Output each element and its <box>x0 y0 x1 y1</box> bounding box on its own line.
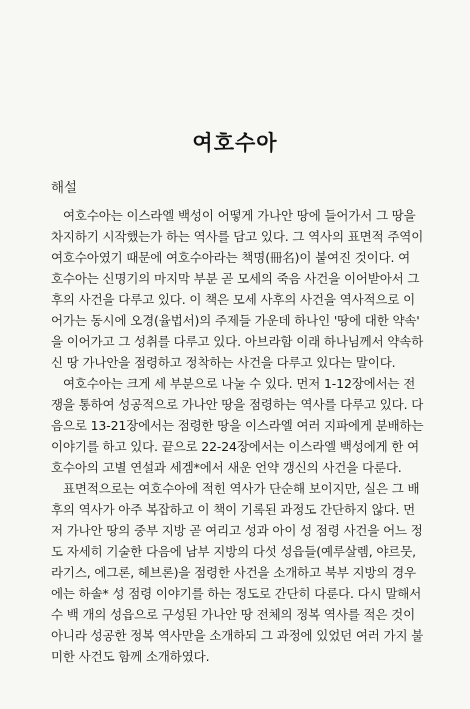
text-line: 아니라 성공한 정복 역사만을 소개하되 그 과정에 있었던 여러 가지 불 <box>51 628 424 643</box>
text-line: 수 백 개의 성읍으로 구성된 가나안 땅 전체의 정복 역사를 적은 것이 <box>51 607 416 622</box>
page-title: 여호수아 <box>192 131 278 155</box>
text-line: 을 이어가고 그 성취를 다루고 있다. 아브라함 이래 하나님께서 약속하 <box>51 334 424 349</box>
body-text <box>51 205 431 667</box>
section-label-commentary: 해설 <box>51 180 78 196</box>
text-line: 차지하기 시작했는가 하는 역사를 담고 있다. 그 역사의 표면적 주역이 <box>51 229 424 244</box>
text-line: 여호수아는 이스라엘 백성이 어떻게 가나안 땅에 들어가서 그 땅을 <box>63 208 416 223</box>
text-line: 호수아의 고별 연설과 세겜*에서 새운 언약 갱신의 사건을 다룬다. <box>51 460 402 475</box>
text-line: 여호수아였기 때문에 여호수아라는 책명(冊名)이 붙여진 것이다. 여 <box>51 250 411 265</box>
text-line: 도 자세히 기술한 다음에 남부 지방의 다섯 성읍들(예루살렘, 야르뭇, <box>51 544 416 559</box>
text-line: 라기스, 에그론, 헤브론)을 점령한 사건을 소개하고 북부 지방의 경우 <box>51 565 416 580</box>
text-line: 저 가나안 땅의 중부 지방 곧 여리고 성과 아이 성 점령 사건을 어느 정 <box>51 523 423 538</box>
text-line: 신 땅 가나안을 점령하고 정착하는 사건을 다루고 있다는 말이다. <box>51 355 396 370</box>
text-line: 쟁을 통하여 성공적으로 가나안 땅을 점령하는 역사를 다루고 있다. 다 <box>51 397 424 412</box>
text-line: 에는 하솔* 성 점령 이야기를 하는 정도로 간단히 다룬다. 다시 말해서 <box>51 586 422 601</box>
text-line: 미한 사건도 함께 소개하였다. <box>51 649 210 664</box>
text-line: 호수아는 신명기의 마지막 부분 곧 모세의 죽음 사건을 이어받아서 그 <box>51 271 420 286</box>
text-line: 후의 사건을 다루고 있다. 이 책은 모세 사후의 사건을 역사적으로 이 <box>51 292 416 307</box>
text-line: 음으로 13-21장에서는 점령한 땅을 이스라엘 여러 지파에게 분배하는 <box>51 418 424 433</box>
text-line: 이야기를 하고 있다. 끝으로 22-24장에서는 이스라엘 백성에게 한 여 <box>51 439 420 454</box>
text-line: 어가는 동시에 오경(율법서)의 주제들 가운데 하나인 '땅에 대한 약속' <box>51 313 420 328</box>
text-line: 표면적으로는 여호수아에 적힌 역사가 단순해 보이지만, 실은 그 배 <box>63 481 420 496</box>
text-line: 후의 역사가 아주 복잡하고 이 책이 기록된 과정도 간단하지 않다. 먼 <box>51 502 416 517</box>
text-line: 여호수아는 크게 세 부분으로 나눌 수 있다. 먼저 1-12장에서는 전 <box>63 376 416 391</box>
